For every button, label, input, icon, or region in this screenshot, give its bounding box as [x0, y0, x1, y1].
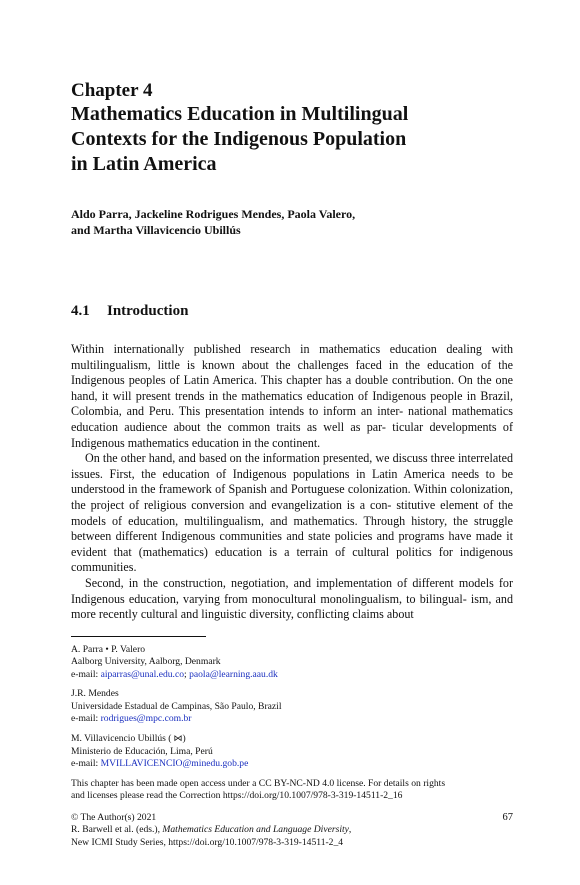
page-number: 67	[502, 812, 513, 823]
email-link[interactable]: paola@learning.aau.dk	[189, 668, 278, 680]
text-line: needs to be understood in the framework of Spanish and Portuguese colonization.	[71, 466, 514, 497]
text-line: stitutive element of the models of education, multilingualism, and mathematics.	[71, 497, 514, 528]
open-access-note	[71, 778, 517, 803]
note-line: This chapter has been made open access under a CC BY-NC-ND 4.0 license. For details on rights	[71, 777, 446, 789]
chapter-title	[71, 102, 521, 177]
body-text	[71, 342, 513, 623]
author-names: A. Parra • P. Valero	[71, 644, 146, 655]
text-line: the one hand, it will present trends in the mathematics education of Indigenous	[71, 373, 513, 403]
email-label: e-mail:	[71, 668, 101, 680]
email-link[interactable]: rodrigues@mpc.com.br	[100, 713, 192, 725]
email-label: e-mail:	[71, 758, 101, 770]
citation-comma: ,	[348, 824, 352, 836]
email-line	[71, 713, 517, 725]
text-line: multilingualism, little is known about the challenges faced in the education of the	[71, 357, 513, 372]
book-title: Mathematics Education and Language Diversity	[162, 824, 349, 836]
email-link[interactable]: aiparras@unal.edu.co	[100, 668, 184, 680]
paragraph-1	[71, 342, 513, 451]
author-names	[71, 732, 517, 745]
chapter-title-line: in Latin America	[71, 153, 217, 175]
section-number: 4.1	[71, 303, 90, 319]
chapter-label: Chapter 4	[71, 80, 153, 101]
chapter-title-line: Mathematics Education in Multilingual	[71, 103, 409, 125]
paragraph-2	[71, 451, 513, 576]
text-line: Within internationally published research in mathematics education dealing with	[71, 342, 513, 356]
email-label: e-mail:	[71, 713, 101, 725]
citation-line	[71, 824, 513, 836]
copyright: © The Author(s) 2021	[71, 812, 157, 823]
chapter-heading	[71, 80, 521, 177]
email-line	[71, 669, 517, 681]
text-line: ism, and more recently cultural and linguistic diversity, conflicting claims about	[71, 591, 513, 622]
author-footnotes	[71, 644, 517, 802]
text-line: ticular developments of Indigenous mathematics education in the continent.	[71, 419, 513, 450]
footer-top-row	[71, 812, 513, 824]
text-line: Through history, the struggle between different Indigenous communities and state	[71, 513, 513, 544]
affiliation-block	[71, 732, 517, 770]
author-line: Aldo Parra, Jackeline Rodrigues Mendes, Paola Valero,	[71, 207, 356, 221]
page-footer	[71, 812, 513, 849]
affiliation: Universidade Estadual de Campinas, São Paulo, Brazil	[71, 700, 282, 712]
email-link[interactable]: MVILLAVICENCIO@minedu.gob.pe	[100, 758, 249, 770]
section-title: Introduction	[107, 303, 189, 319]
text-line: people in Brazil, Colombia, and Peru. This presentation intends to inform an inter-	[71, 388, 513, 419]
text-line: policies and programs have made it evident that (mathematics) education is a terrain	[71, 529, 513, 559]
affiliation-block	[71, 644, 517, 681]
section-heading	[71, 302, 188, 320]
author-list	[71, 206, 511, 238]
affiliation: Aalborg University, Aalborg, Denmark	[71, 656, 221, 668]
text-line: for Indigenous education, varying from monocultural monolingualism, to bilingual-	[71, 575, 513, 606]
text-line: of cultural politics for indigenous communities.	[71, 544, 513, 575]
note-line: and licenses please read the Correction https://doi.org/10.1007/978-3-319-14511-2_16	[71, 790, 403, 802]
email-line	[71, 758, 517, 770]
envelope-icon: ⋈	[173, 733, 183, 744]
author-line: and Martha Villavicencio Ubillús	[71, 223, 241, 237]
paragraph-3	[71, 576, 513, 623]
text-line: Indigenous peoples of Latin America. This chapter has a double contribution. On	[71, 373, 477, 388]
text-line: Second, in the construction, negotiation, and implementation of different models	[85, 575, 499, 590]
text-line: On the other hand, and based on the information presented, we discuss three	[85, 451, 458, 466]
text-line: Within colonization, the project of religious conversion and evangelization is a con-	[71, 482, 513, 512]
footnote-divider	[71, 636, 206, 637]
affiliation-block	[71, 688, 517, 725]
text-line: national mathematics education audience about the common traits as well as par-	[71, 404, 513, 434]
series-line: New ICMI Study Series, https://doi.org/10.1007/978-3-319-14511-2_4	[71, 836, 344, 848]
text-line: interrelated issues. First, the education of Indigenous populations in Latin America	[71, 451, 513, 481]
affiliation: Ministerio de Educación, Lima, Perú	[71, 745, 213, 757]
citation-editors: R. Barwell et al. (eds.),	[71, 824, 163, 836]
separator: ;	[184, 668, 190, 680]
author-names: J.R. Mendes	[71, 688, 119, 700]
chapter-title-line: Contexts for the Indigenous Population	[71, 128, 407, 150]
paren-close: )	[182, 733, 186, 745]
author-name-text: M. Villavicencio Ubillús (	[71, 733, 172, 745]
